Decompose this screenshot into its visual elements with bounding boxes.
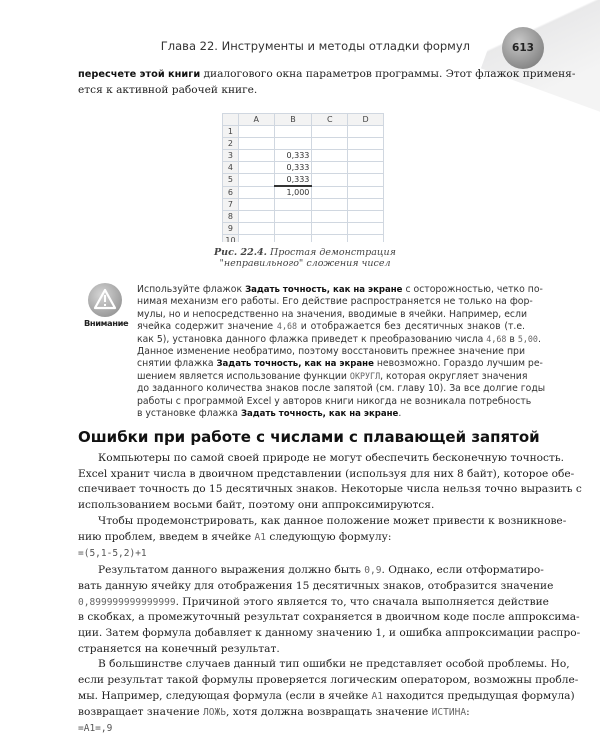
text-run: спечивает точность до 15 десятичных знаков. Некоторые числа нельзя точно выразить с [78, 483, 582, 496]
text-line [137, 346, 525, 357]
figure-caption-line2: "неправильного" сложения чисел [219, 258, 391, 269]
text-run: и отображается без десятичных знаков (т.е. [297, 321, 525, 333]
text-run: , которая округляет значения [380, 370, 528, 382]
text-run: ется к активной рабочей книге. [78, 84, 258, 96]
text-line [78, 498, 525, 514]
text-run: , хотя должна возвращать значение [226, 705, 432, 718]
cell-D6 [348, 186, 384, 199]
text-line [78, 467, 575, 483]
text-line [137, 296, 533, 308]
cell-A7 [238, 199, 274, 211]
text-line [98, 563, 544, 579]
text-line [78, 482, 582, 498]
cell-D9 [348, 223, 384, 235]
text-run: Данное изменение необратимо, поэтому восстановить прежнее значение при [137, 346, 525, 357]
cell-B4: 0,333 [274, 162, 312, 174]
text-run: Результатом данного выражения должно быть [98, 564, 365, 577]
text-run: снятии флажка [137, 358, 217, 370]
cell-D4 [348, 162, 384, 174]
text-run: до заданного количества знаков после запятой (см. главу 10). За все долгие годы [137, 383, 546, 395]
text-line [137, 408, 525, 419]
text-line [78, 705, 525, 721]
text-run: Excel хранит числа в двоичном представлении (используя для них 8 байт), которое обе- [78, 467, 575, 480]
text-line [78, 595, 549, 611]
cell-D7 [348, 199, 384, 211]
row-header: 1 [223, 126, 239, 138]
running-header: Глава 22. Инструменты и методы отладки формул [160, 39, 470, 53]
text-line [137, 395, 532, 407]
row-header: 6 [223, 186, 239, 199]
text-run: следующую формулу: [265, 530, 392, 543]
text-run: Чтобы продемонстрировать, как данное положение может привести к возникнове- [98, 514, 567, 527]
cell-A9 [238, 223, 274, 235]
cell-C6 [312, 186, 348, 199]
code-term: A1 [371, 690, 383, 702]
spreadsheet-figure [222, 113, 384, 242]
figure-caption [200, 247, 410, 269]
cell-C10 [312, 235, 348, 243]
cell-D1 [348, 126, 384, 138]
cell-C1 [312, 126, 348, 138]
code-term: 5,00 [517, 333, 538, 344]
spreadsheet-grid [222, 113, 384, 242]
text-line [98, 451, 564, 467]
text-run: . Однако, если отформатиро- [381, 564, 544, 577]
row-header: 9 [223, 223, 239, 235]
cell-D2 [348, 138, 384, 150]
section-heading: Ошибки при работе с числами с плавающей запятой [78, 428, 540, 446]
text-line [78, 610, 580, 626]
text-line [137, 370, 528, 382]
text-run: невозможно. Гораздо лучшим ре- [373, 358, 543, 370]
ui-term: Задать точность, как на экране [245, 285, 403, 295]
formula-code: =A1=,9 [78, 723, 113, 735]
cell-A2 [238, 138, 274, 150]
cell-A4 [238, 162, 274, 174]
text-run: страняется на конечный результат. [78, 642, 280, 655]
text-run: с осторожностью, четко по- [402, 284, 543, 295]
text-run: возвращает значение [78, 705, 204, 718]
cell-A8 [238, 211, 274, 223]
column-header: B [274, 114, 312, 126]
cell-A5 [238, 174, 274, 187]
text-run: Компьютеры по самой своей природе не могут обеспечить бесконечную точность. [98, 452, 564, 464]
text-line [78, 642, 525, 658]
warning-label: Внимание [84, 318, 129, 328]
text-line [78, 579, 554, 595]
text-run: мы. Например, следующая формула (если в ячейке [78, 689, 372, 702]
cell-B6: 1,000 [274, 186, 312, 199]
code-term: A1 [254, 531, 266, 543]
figure-caption-line1: Простая демонстрация [269, 247, 396, 258]
text-line [137, 321, 525, 332]
cell-A1 [238, 126, 274, 138]
text-run: : [466, 705, 470, 718]
formula-code: =(5,1-5,2)+1 [78, 548, 147, 560]
column-header [223, 114, 239, 126]
cell-D10 [348, 235, 384, 243]
text-line [137, 358, 543, 370]
figure-caption-label: Рис. 22.4. [214, 247, 267, 258]
code-term: ОКРУГЛ [349, 370, 381, 381]
cell-C5 [312, 174, 348, 187]
text-run: в скобках, а промежуточный результат сохраняется в двоичном коде после аппроксима- [78, 611, 580, 624]
cell-D3 [348, 150, 384, 162]
text-run: находится предыдущая формула) [382, 689, 575, 702]
text-run: . [537, 333, 541, 345]
text-line [137, 333, 541, 345]
cell-C2 [312, 138, 348, 150]
cell-A3 [238, 150, 274, 162]
cell-C4 [312, 162, 348, 174]
cell-B7 [274, 199, 312, 211]
text-line [98, 657, 570, 673]
text-run: Используйте флажок [137, 284, 246, 295]
cell-B10 [274, 235, 312, 243]
text-run: В большинстве случаев данный тип ошибки не представляет особой проблемы. Но, [98, 658, 570, 671]
ui-term: пересчете этой книги [78, 69, 201, 80]
code-term: 4,68 [486, 333, 507, 344]
row-header: 4 [223, 162, 239, 174]
cell-B1 [274, 126, 312, 138]
ui-term: Задать точность, как на экране [216, 359, 374, 370]
ui-term: Задать точность, как на экране [240, 409, 399, 419]
row-header: 7 [223, 199, 239, 211]
code-term: ЛОЖЬ [203, 706, 226, 718]
text-line [78, 626, 581, 642]
cell-B3: 0,333 [274, 150, 312, 162]
page-curl-decoration [481, 0, 600, 123]
row-header: 2 [223, 138, 239, 150]
text-run: работы с программой Excel у авторов книги никогда не возникала потребность [137, 395, 532, 407]
column-header: D [348, 114, 384, 126]
cell-A10 [238, 235, 274, 243]
text-line [78, 83, 525, 99]
column-header: A [238, 114, 274, 126]
text-run: диалогового окна параметров программы. Этот флажок применя- [200, 68, 576, 80]
text-line [78, 673, 579, 689]
text-line [78, 530, 525, 546]
text-run: нию проблем, введем в ячейке [78, 530, 255, 543]
row-header: 3 [223, 150, 239, 162]
row-header: 8 [223, 211, 239, 223]
warning-icon [88, 283, 122, 317]
text-run: как 5), установка данного флажка приведет к преобразованию числа [137, 333, 487, 345]
text-run: шением является использование функции [137, 370, 350, 382]
text-line [137, 383, 546, 395]
column-header: C [312, 114, 348, 126]
text-run: нимая механизм его работы. Его действие распространяется не только на фор- [137, 296, 533, 308]
text-run: мулы, но и непосредственно на значения, вводимые в ячейки. Например, если [137, 308, 528, 320]
code-term: 0,899999999999999 [78, 596, 176, 608]
text-run: . [398, 408, 402, 419]
text-line [98, 514, 567, 530]
text-line [78, 689, 575, 705]
text-run: в [506, 333, 518, 345]
text-run: ции. Затем формула добавляет к данному значению 1, и ошибка аппроксимации распро- [78, 627, 581, 639]
text-line [78, 67, 576, 83]
text-run: . Причиной этого является то, что сначала выполняется действие [175, 595, 549, 608]
cell-B2 [274, 138, 312, 150]
row-header: 5 [223, 174, 239, 187]
cell-A6 [238, 186, 274, 199]
cell-D5 [348, 174, 384, 187]
text-run: если результат такой формулы проверяется логическим оператором, возможны пробле- [78, 674, 579, 687]
code-term: ИСТИНА [431, 706, 467, 718]
cell-B8 [274, 211, 312, 223]
page-number-badge: 613 [502, 27, 544, 69]
code-term: 4,68 [276, 321, 298, 332]
text-run: использованием восьми байт, поэтому они аппроксимируются. [78, 499, 435, 512]
text-line [137, 284, 543, 295]
cell-C8 [312, 211, 348, 223]
code-term: 0,9 [364, 565, 382, 577]
cell-C9 [312, 223, 348, 235]
row-header: 10 [223, 235, 239, 243]
cell-D8 [348, 211, 384, 223]
cell-B9 [274, 223, 312, 235]
text-run: ячейка содержит значение [137, 321, 277, 333]
cell-C3 [312, 150, 348, 162]
text-line [137, 308, 528, 320]
text-run: в установке флажка [137, 408, 241, 419]
text-run: вать данную ячейку для отображения 15 десятичных знаков, отобразится значение [78, 579, 554, 592]
cell-B5: 0,333 [274, 174, 312, 187]
cell-C7 [312, 199, 348, 211]
